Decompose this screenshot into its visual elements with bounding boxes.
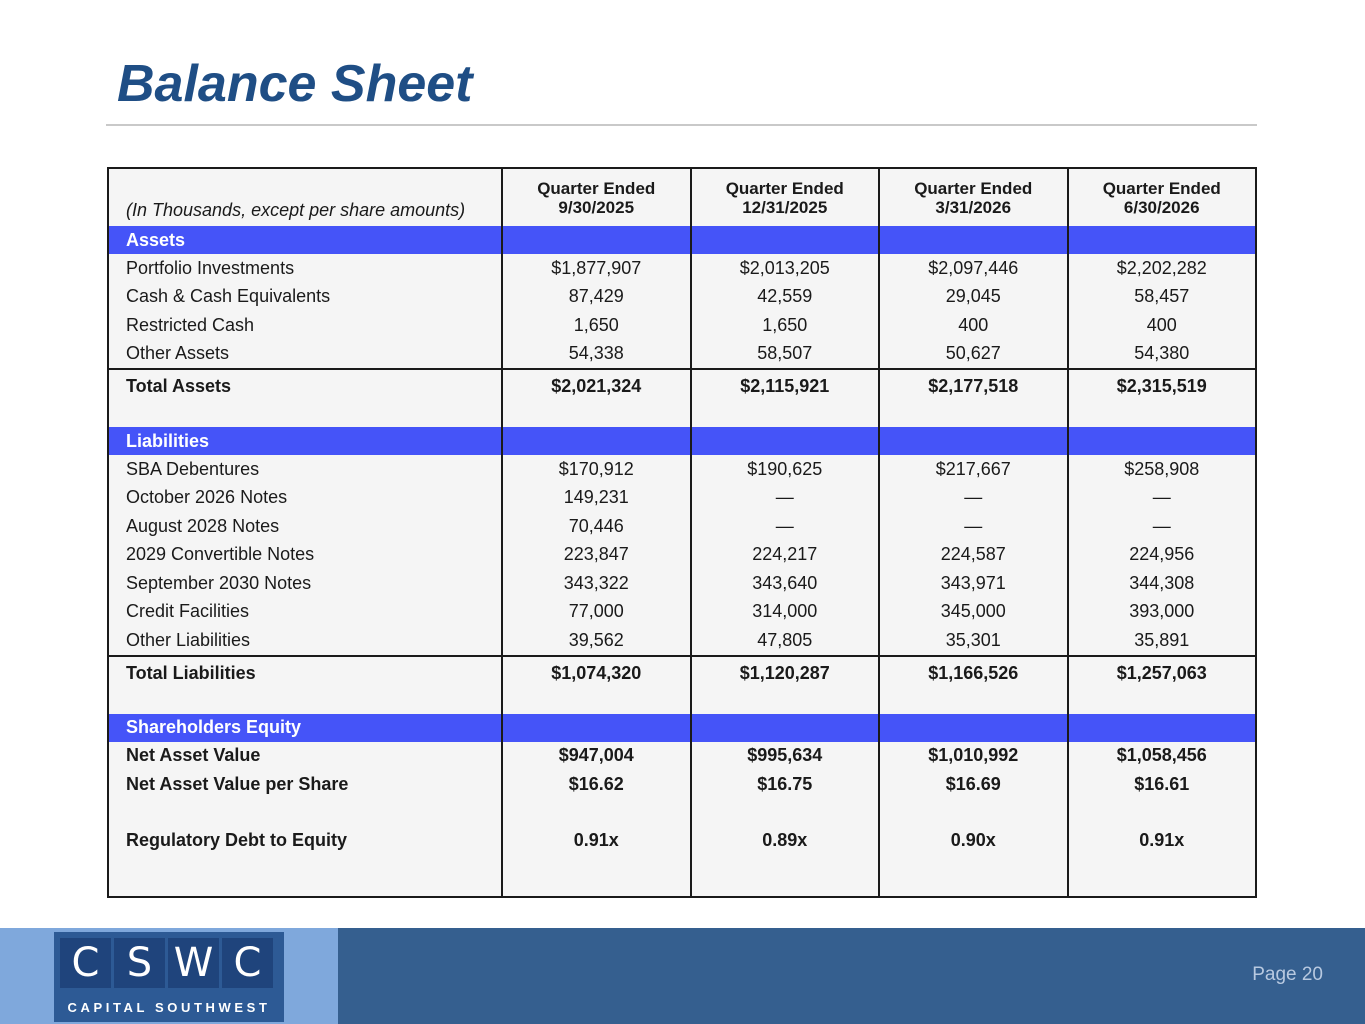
logo-letters [60,938,276,988]
row-label: Net Asset Value [126,745,261,766]
title-divider [106,124,1257,126]
header-units-label: (In Thousands, except per share amounts) [126,200,466,220]
row-value: — [1067,484,1256,513]
row-value: 58,507 [690,340,879,369]
row-label: Restricted Cash [126,314,255,335]
row-label: Net Asset Value per Share [126,773,349,794]
row-value: $16.69 [878,770,1067,799]
row-value: 224,956 [1067,541,1256,570]
row-value: 58,457 [1067,283,1256,312]
row-value: $995,634 [690,742,879,771]
row-value: $16.62 [501,770,690,799]
row-label: September 2030 Notes [126,572,312,593]
row-value: — [878,512,1067,541]
row-value: 29,045 [878,283,1067,312]
table-row [109,541,1255,570]
row-value: — [1067,512,1256,541]
row-value: $947,004 [501,742,690,771]
row-value: $190,625 [690,455,879,484]
section-header-equity: Shareholders Equity [109,714,1255,742]
table-row [109,311,1255,340]
logo-letter: C [60,938,111,988]
row-value: 1,650 [690,311,879,340]
row-value: 343,322 [501,569,690,598]
company-logo [54,932,284,1022]
row-value: 345,000 [878,598,1067,627]
row-value: 35,891 [1067,626,1256,655]
section-header-assets: Assets [109,226,1255,254]
section-header-liabilities: Liabilities [109,427,1255,455]
row-value: 54,338 [501,340,690,369]
column-header: Quarter Ended 12/31/2025 [690,169,879,226]
row-value: 1,650 [501,311,690,340]
liabilities-rows [109,455,1255,655]
spacer-row [109,799,1255,827]
row-value: 87,429 [501,283,690,312]
row-label: October 2026 Notes [126,487,288,508]
logo-subtitle: CAPITAL SOUTHWEST [67,1000,271,1015]
table-row [109,254,1255,283]
table-row-regulatory-debt: Regulatory Debt to Equity 0.91x 0.89x 0.90x 0.91x [109,827,1255,856]
bottom-padding-row [109,855,1255,896]
column-header: Quarter Ended 9/30/2025 [501,169,690,226]
row-value: 70,446 [501,512,690,541]
row-value: $2,097,446 [878,254,1067,283]
row-value: 42,559 [690,283,879,312]
table-row [109,742,1255,771]
row-value: 47,805 [690,626,879,655]
row-value: 400 [878,311,1067,340]
page-number: Page 20 [1252,964,1323,985]
total-row-assets: Total Assets $2,021,324 $2,115,921 $2,177,518 $2,315,519 [109,368,1255,427]
table-row [109,569,1255,598]
table-row [109,626,1255,655]
row-label: Credit Facilities [126,601,250,622]
logo-letter: W [168,938,219,988]
table-row [109,512,1255,541]
row-value: 50,627 [878,340,1067,369]
row-value: 223,847 [501,541,690,570]
row-value: 35,301 [878,626,1067,655]
table-row [109,770,1255,799]
row-label: Other Assets [126,343,230,364]
row-value: — [690,484,879,513]
row-value: 224,587 [878,541,1067,570]
row-value: $1,010,992 [878,742,1067,771]
table-row [109,484,1255,513]
row-value: 224,217 [690,541,879,570]
row-value: $16.61 [1067,770,1256,799]
row-value: $1,877,907 [501,254,690,283]
row-label: SBA Debentures [126,458,260,479]
logo-letter: S [114,938,165,988]
row-label: Other Liabilities [126,629,251,650]
row-value: 400 [1067,311,1256,340]
row-value: 77,000 [501,598,690,627]
row-value: 343,640 [690,569,879,598]
row-value: $1,058,456 [1067,742,1256,771]
row-value: $16.75 [690,770,879,799]
column-header: Quarter Ended 6/30/2026 [1067,169,1256,226]
row-label: Cash & Cash Equivalents [126,286,331,307]
row-value: — [690,512,879,541]
table-row [109,340,1255,369]
row-value: $2,202,282 [1067,254,1256,283]
row-value: $217,667 [878,455,1067,484]
row-value: 54,380 [1067,340,1256,369]
row-value: 344,308 [1067,569,1256,598]
table-header-row [109,169,1255,226]
page-title: Balance Sheet [117,55,473,113]
logo-letter: C [222,938,273,988]
balance-sheet-table [107,167,1257,898]
row-label: Portfolio Investments [126,257,295,278]
total-row-liabilities: Total Liabilities $1,074,320 $1,120,287 $1,166,526 $1,257,063 [109,655,1255,714]
equity-rows [109,742,1255,799]
column-header: Quarter Ended 3/31/2026 [878,169,1067,226]
table-row [109,598,1255,627]
row-label: August 2028 Notes [126,515,280,536]
row-value: 39,562 [501,626,690,655]
row-value: 149,231 [501,484,690,513]
row-value: $258,908 [1067,455,1256,484]
row-value: 343,971 [878,569,1067,598]
row-label: 2029 Convertible Notes [126,544,315,565]
row-value: 393,000 [1067,598,1256,627]
row-value: $170,912 [501,455,690,484]
table-row [109,455,1255,484]
row-value: $2,013,205 [690,254,879,283]
table-row [109,283,1255,312]
row-value: — [878,484,1067,513]
assets-rows [109,254,1255,368]
row-value: 314,000 [690,598,879,627]
